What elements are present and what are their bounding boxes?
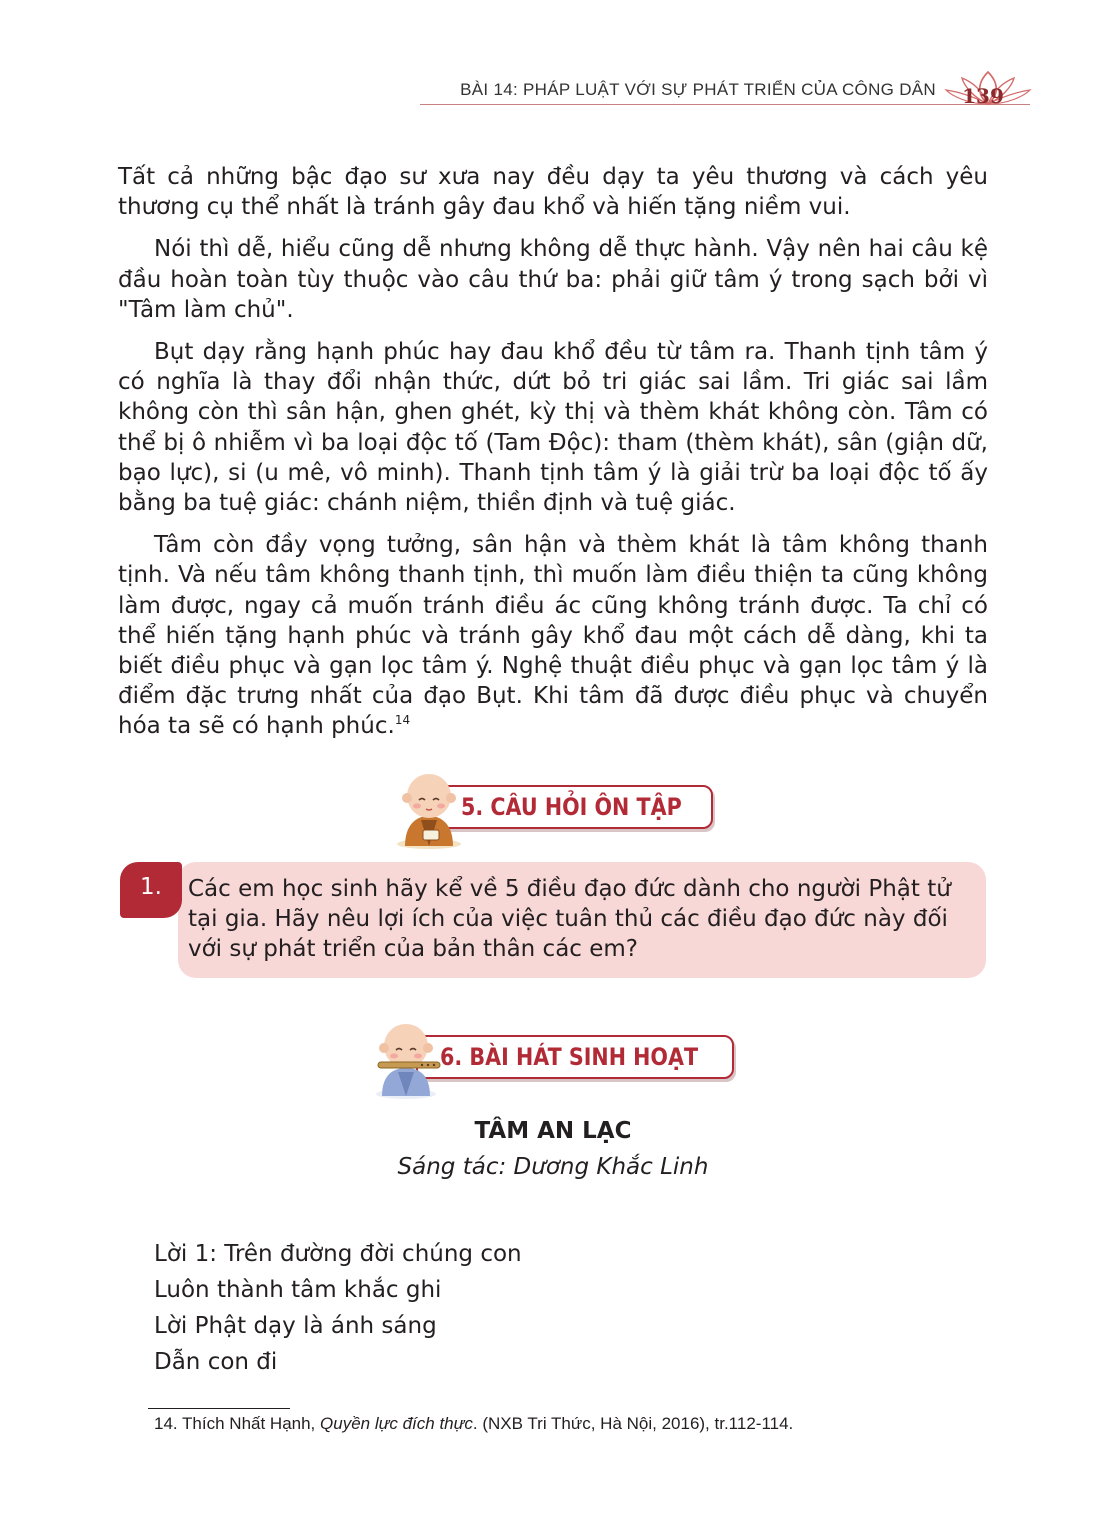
lyric-line: Lời Phật dạy là ánh sáng [154,1313,437,1339]
paragraph [118,530,988,741]
footnote-rest: . (NXB Tri Thức, Hà Nội, 2016), tr.112-114. [472,1414,794,1433]
footnote-reference: 14 [394,713,411,728]
section-pill [433,785,713,829]
page-header [0,78,1106,118]
section-6-label: 6. BÀI HÁT SINH HOẠT [440,1043,699,1071]
chapter-title: BÀI 14: PHÁP LUẬT VỚI SỰ PHÁT TRIỂN CỦA CÔNG DÂN [460,80,936,99]
footnote-lead: 14. Thích Nhất Hạnh, [154,1414,321,1433]
section-5-label: 5. CÂU HỎI ÔN TẬP [461,793,682,821]
monk-flute-icon [372,1018,442,1100]
question-number-badge [120,862,182,918]
song-author: Sáng tác: Dương Khắc Linh [397,1154,709,1180]
footnote [154,1414,793,1434]
review-question [120,862,986,978]
lyric-line: Luôn thành tâm khắc ghi [154,1277,442,1303]
song-lyrics [154,1236,522,1380]
section-6-heading [372,1018,742,1088]
question-number: 1. [140,874,162,900]
footnote-book-title: Quyền lực đích thực [320,1414,473,1433]
paragraph: Tất cả những bậc đạo sư xưa nay đều dạy ta yêu thương và cách yêu thương cụ thể nhất là tránh gây đau khổ và hiến tặng niềm vui. [118,164,988,221]
section-5-heading [393,768,723,838]
page-number: 139 [962,84,1004,108]
lyric-line: Lời 1: Trên đường đời chúng con [154,1241,522,1267]
song-title: TÂM AN LẠC [474,1118,632,1144]
paragraph: Bụt dạy rằng hạnh phúc hay đau khổ đều từ tâm ra. Thanh tịnh tâm ý có nghĩa là thay đổi nhận thức, dứt bỏ tri giác sai lầm. Tri giác sai lầm không còn thì sân hận, ghen ghét, kỳ thị và thèm khát không còn. Tâm có thể bị ô nhiễm vì ba loại độc tố (Tam Độc): tham (thèm khát), sân (giận dữ, bạo lực), si (u mê, vô minh). Thanh tịnh tâm ý là giải trừ ba loại độc tố ấy bằng ba tuệ giác: chánh niệm, thiền định và tuệ giác. [118,339,988,517]
lyric-line: Dẫn con đi [154,1349,278,1375]
paragraph-text: Tâm còn đầy vọng tưởng, sân hận và thèm khát là tâm không thanh tịnh. Và nếu tâm không thanh tịnh, thì muốn làm điều thiện ta cũng không làm được, ngay cả muốn tránh điều ác cũng không tránh được. Ta chỉ có thể hiến tặng hạnh phúc và tránh gây khổ đau một cách dễ dàng, khi ta biết điều phục và gạn lọc tâm ý. Nghệ thuật điều phục và gạn lọc tâm ý là điểm đặc trưng nhất của đạo Bụt. Khi tâm đã được điều phục và chuyển hóa ta sẽ có hạnh phúc. [118,532,988,740]
footnote-rule [148,1408,290,1409]
paragraph: Nói thì dễ, hiểu cũng dễ nhưng không dễ thực hành. Vậy nên hai câu kệ đầu hoàn toàn tùy thuộc vào câu thứ ba: phải giữ tâm ý trong sạch bởi vì "Tâm làm chủ". [118,236,988,323]
monk-reading-icon [393,768,463,850]
section-pill [416,1035,734,1079]
question-text: Các em học sinh hãy kể về 5 điều đạo đức dành cho người Phật tử tại gia. Hãy nêu lợi ích của việc tuân thủ các điều đạo đức này đối với sự phát triển của bản thân các em? [188,876,951,963]
body-text [118,162,988,754]
